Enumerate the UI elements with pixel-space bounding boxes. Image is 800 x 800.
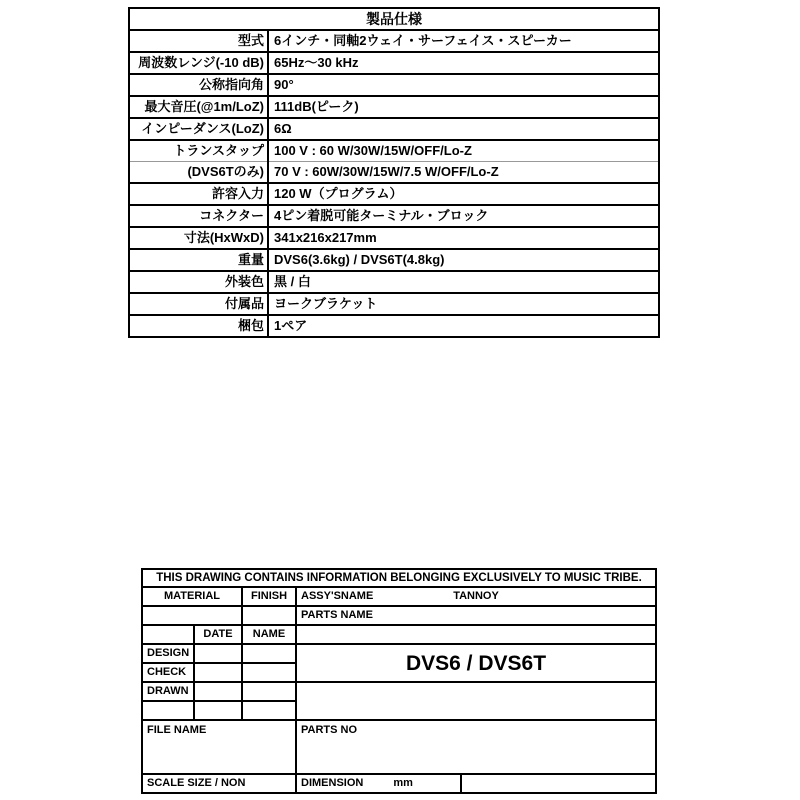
material-header: MATERIAL	[142, 587, 242, 606]
drawing-area-cell	[296, 682, 656, 720]
assy-name-wrap	[301, 589, 651, 604]
dimension-label: DIMENSION	[301, 777, 364, 789]
name-header: NAME	[242, 625, 296, 644]
check-label: CHECK	[142, 663, 194, 682]
spec-label-frequency-range: 周波数レンジ(-10 dB)	[129, 52, 268, 74]
spec-row-max-spl	[129, 96, 659, 118]
spec-row-accessories	[129, 293, 659, 315]
scale-dimension-row	[142, 774, 656, 793]
drawn-date-cell	[194, 682, 242, 701]
empty-cell	[194, 701, 242, 720]
spec-label-model: 型式	[129, 30, 268, 52]
material-finish-row	[142, 587, 656, 606]
spec-label-exterior-color: 外装色	[129, 271, 268, 293]
spec-label-transformer-taps: トランスタップ	[129, 140, 268, 162]
product-spec-table	[128, 7, 660, 338]
dimension-cell	[296, 774, 461, 793]
drawing-notice: THIS DRAWING CONTAINS INFORMATION BELONGING EXCLUSIVELY TO MUSIC TRIBE.	[142, 569, 656, 587]
dimension-value-cell	[461, 774, 656, 793]
finish-value-cell	[242, 606, 296, 625]
design-row	[142, 644, 656, 663]
spec-value-dispersion-angle: 90°	[268, 74, 659, 96]
empty-cell	[142, 701, 194, 720]
spec-row-dimensions	[129, 227, 659, 249]
spec-row-power-handling	[129, 183, 659, 205]
spec-label-power-handling: 許容入力	[129, 183, 268, 205]
spec-title-row	[129, 8, 659, 30]
spec-value-accessories: ヨークブラケット	[268, 293, 659, 315]
spec-label-packaging: 梱包	[129, 315, 268, 337]
design-date-cell	[194, 644, 242, 663]
parts-name-cell: PARTS NAME	[296, 606, 656, 625]
spec-label-connector: コネクター	[129, 205, 268, 227]
spec-value-model: 6インチ・同軸2ウェイ・サーフェイス・スピーカー	[268, 30, 659, 52]
spec-value-weight: DVS6(3.6kg) / DVS6T(4.8kg)	[268, 249, 659, 271]
notice-row	[142, 569, 656, 587]
empty-cell	[242, 701, 296, 720]
spec-row-transformer-taps-70v	[129, 162, 659, 184]
assy-name-label: ASSY'SNAME	[301, 590, 374, 602]
spec-row-model	[129, 30, 659, 52]
scale-cell: SCALE SIZE / NON	[142, 774, 296, 793]
drawn-row	[142, 682, 656, 701]
spec-label-accessories: 付属品	[129, 293, 268, 315]
material-value-row	[142, 606, 656, 625]
spec-row-impedance	[129, 118, 659, 140]
check-date-cell	[194, 663, 242, 682]
material-value-cell	[142, 606, 242, 625]
check-name-cell	[242, 663, 296, 682]
spec-value-dimensions: 341x216x217mm	[268, 227, 659, 249]
spec-value-frequency-range: 65Hz〜30 kHz	[268, 52, 659, 74]
drawn-name-cell	[242, 682, 296, 701]
spec-label-max-spl: 最大音圧(@1m/LoZ)	[129, 96, 268, 118]
assy-name-cell	[296, 587, 656, 606]
drawing-title-block	[141, 568, 657, 794]
spec-row-exterior-color	[129, 271, 659, 293]
spec-value-transformer-taps-70v: 70 V : 60W/30W/15W/7.5 W/OFF/Lo-Z	[268, 162, 659, 184]
spec-value-power-handling: 120 W（プログラム）	[268, 183, 659, 205]
spec-label-weight: 重量	[129, 249, 268, 271]
spec-value-packaging: 1ペア	[268, 315, 659, 337]
drawn-label: DRAWN	[142, 682, 194, 701]
empty-cell	[142, 625, 194, 644]
spec-label-impedance: インピーダンス(LoZ)	[129, 118, 268, 140]
spec-value-max-spl: 111dB(ピーク)	[268, 96, 659, 118]
spec-value-connector: 4ピン着脱可能ターミナル・ブロック	[268, 205, 659, 227]
brand-name: TANNOY	[453, 590, 499, 602]
spec-row-packaging	[129, 315, 659, 337]
spec-label-dimensions: 寸法(HxWxD)	[129, 227, 268, 249]
spec-row-connector	[129, 205, 659, 227]
spec-value-impedance: 6Ω	[268, 118, 659, 140]
spec-row-transformer-taps-100v	[129, 140, 659, 162]
dimension-unit: mm	[393, 777, 413, 789]
spec-label-dvs6t-only: (DVS6Tのみ)	[129, 162, 268, 184]
design-name-cell	[242, 644, 296, 663]
date-name-header-row	[142, 625, 656, 644]
finish-header: FINISH	[242, 587, 296, 606]
parts-no-cell: PARTS NO	[296, 720, 656, 774]
file-name-cell: FILE NAME	[142, 720, 296, 774]
spec-table-title: 製品仕様	[129, 8, 659, 30]
date-header: DATE	[194, 625, 242, 644]
revision-strip-cell	[296, 625, 656, 644]
spec-value-transformer-taps-100v: 100 V : 60 W/30W/15W/OFF/Lo-Z	[268, 140, 659, 162]
product-name: DVS6 / DVS6T	[296, 644, 656, 682]
design-label: DESIGN	[142, 644, 194, 663]
spec-row-weight	[129, 249, 659, 271]
file-name-row	[142, 720, 656, 774]
spec-row-frequency-range	[129, 52, 659, 74]
spec-value-exterior-color: 黒 / 白	[268, 271, 659, 293]
spec-row-dispersion-angle	[129, 74, 659, 96]
spec-label-dispersion-angle: 公称指向角	[129, 74, 268, 96]
